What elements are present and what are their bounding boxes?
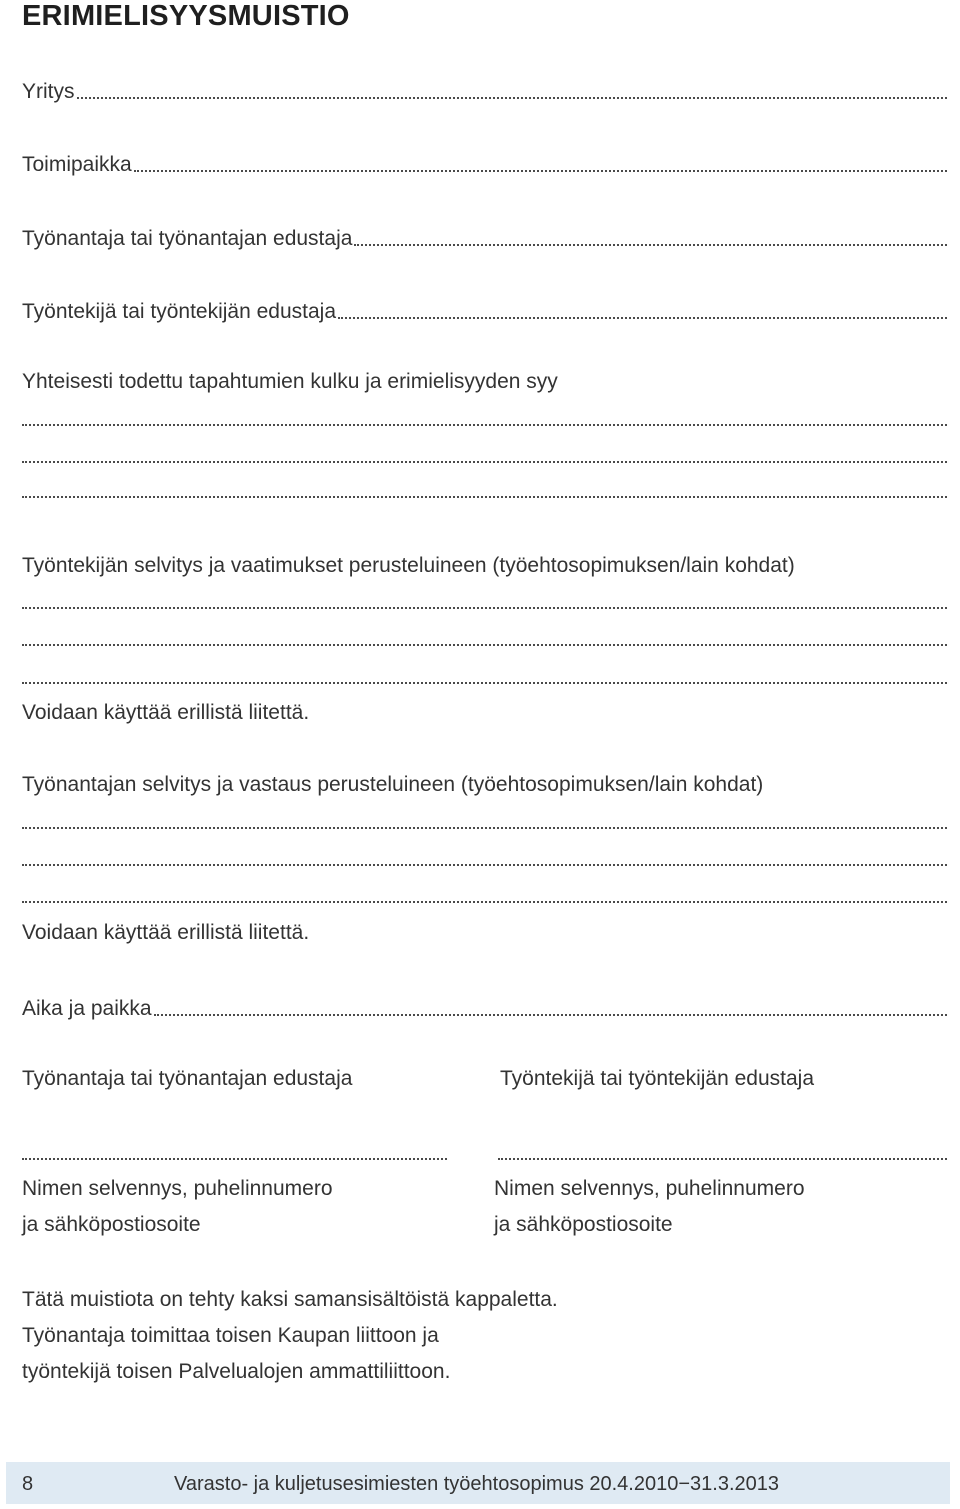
signature-right-caption-2: ja sähköpostiosoite (494, 1213, 673, 1236)
employee-statement-line-1[interactable] (22, 607, 947, 609)
closing-line-3: työntekijä toisen Palvelualojen ammattiliittoon. (22, 1360, 451, 1383)
company-field[interactable] (22, 74, 947, 104)
common-finding-line-1[interactable] (22, 424, 947, 426)
employer-statement-heading: Työnantajan selvitys ja vastaus perusteluineen (työehtosopimuksen/lain kohdat) (22, 773, 764, 796)
signature-right-line[interactable] (498, 1158, 947, 1160)
signature-right-caption-1: Nimen selvennys, puhelinnumero (494, 1177, 805, 1200)
employee-statement-line-3[interactable] (22, 682, 947, 684)
employer-statement-line-3[interactable] (22, 901, 947, 903)
signature-right-heading: Työntekijä tai työntekijän edustaja (500, 1067, 815, 1090)
common-finding-line-3[interactable] (22, 496, 947, 498)
page-number: 8 (22, 1473, 34, 1495)
location-field[interactable] (22, 147, 947, 177)
employee-rep-field[interactable] (22, 294, 947, 324)
signature-left-caption-2: ja sähköpostiosoite (22, 1213, 201, 1236)
time-place-label: Aika ja paikka (22, 997, 152, 1020)
employer-statement-line-2[interactable] (22, 864, 947, 866)
page-footer (6, 1462, 950, 1504)
employer-rep-field[interactable] (22, 221, 947, 251)
time-place-field[interactable] (22, 991, 947, 1021)
signature-left-line[interactable] (22, 1158, 447, 1160)
employee-statement-line-2[interactable] (22, 644, 947, 646)
signature-left-heading: Työnantaja tai työnantajan edustaja (22, 1067, 353, 1090)
employee-statement-heading: Työntekijän selvitys ja vaatimukset perusteluineen (työehtosopimuksen/lain kohdat) (22, 554, 795, 577)
employer-statement-line-1[interactable] (22, 827, 947, 829)
common-finding-heading: Yhteisesti todettu tapahtumien kulku ja erimielisyyden syy (22, 370, 558, 393)
employee-rep-fill-line[interactable] (338, 309, 947, 319)
closing-line-1: Tätä muistiota on tehty kaksi samansisältöistä kappaletta. (22, 1288, 558, 1311)
company-fill-line[interactable] (77, 89, 948, 99)
footer-text: Varasto- ja kuljetusesimiesten työehtosopimus 20.4.2010−31.3.2013 (174, 1473, 780, 1495)
location-fill-line[interactable] (134, 162, 947, 172)
closing-line-2: Työnantaja toimittaa toisen Kaupan liittoon ja (22, 1324, 439, 1347)
attachment-note-2: Voidaan käyttää erillistä liitettä. (22, 921, 310, 944)
attachment-note-1: Voidaan käyttää erillistä liitettä. (22, 701, 310, 724)
company-label: Yritys (22, 80, 75, 103)
location-label: Toimipaikka (22, 153, 132, 176)
employer-rep-fill-line[interactable] (354, 236, 947, 246)
employer-rep-label: Työnantaja tai työnantajan edustaja (22, 227, 353, 250)
employee-rep-label: Työntekijä tai työntekijän edustaja (22, 300, 337, 323)
time-place-fill-line[interactable] (154, 1006, 947, 1016)
common-finding-line-2[interactable] (22, 461, 947, 463)
page-title: ERIMIELISYYSMUISTIO (22, 0, 350, 32)
signature-left-caption-1: Nimen selvennys, puhelinnumero (22, 1177, 333, 1200)
